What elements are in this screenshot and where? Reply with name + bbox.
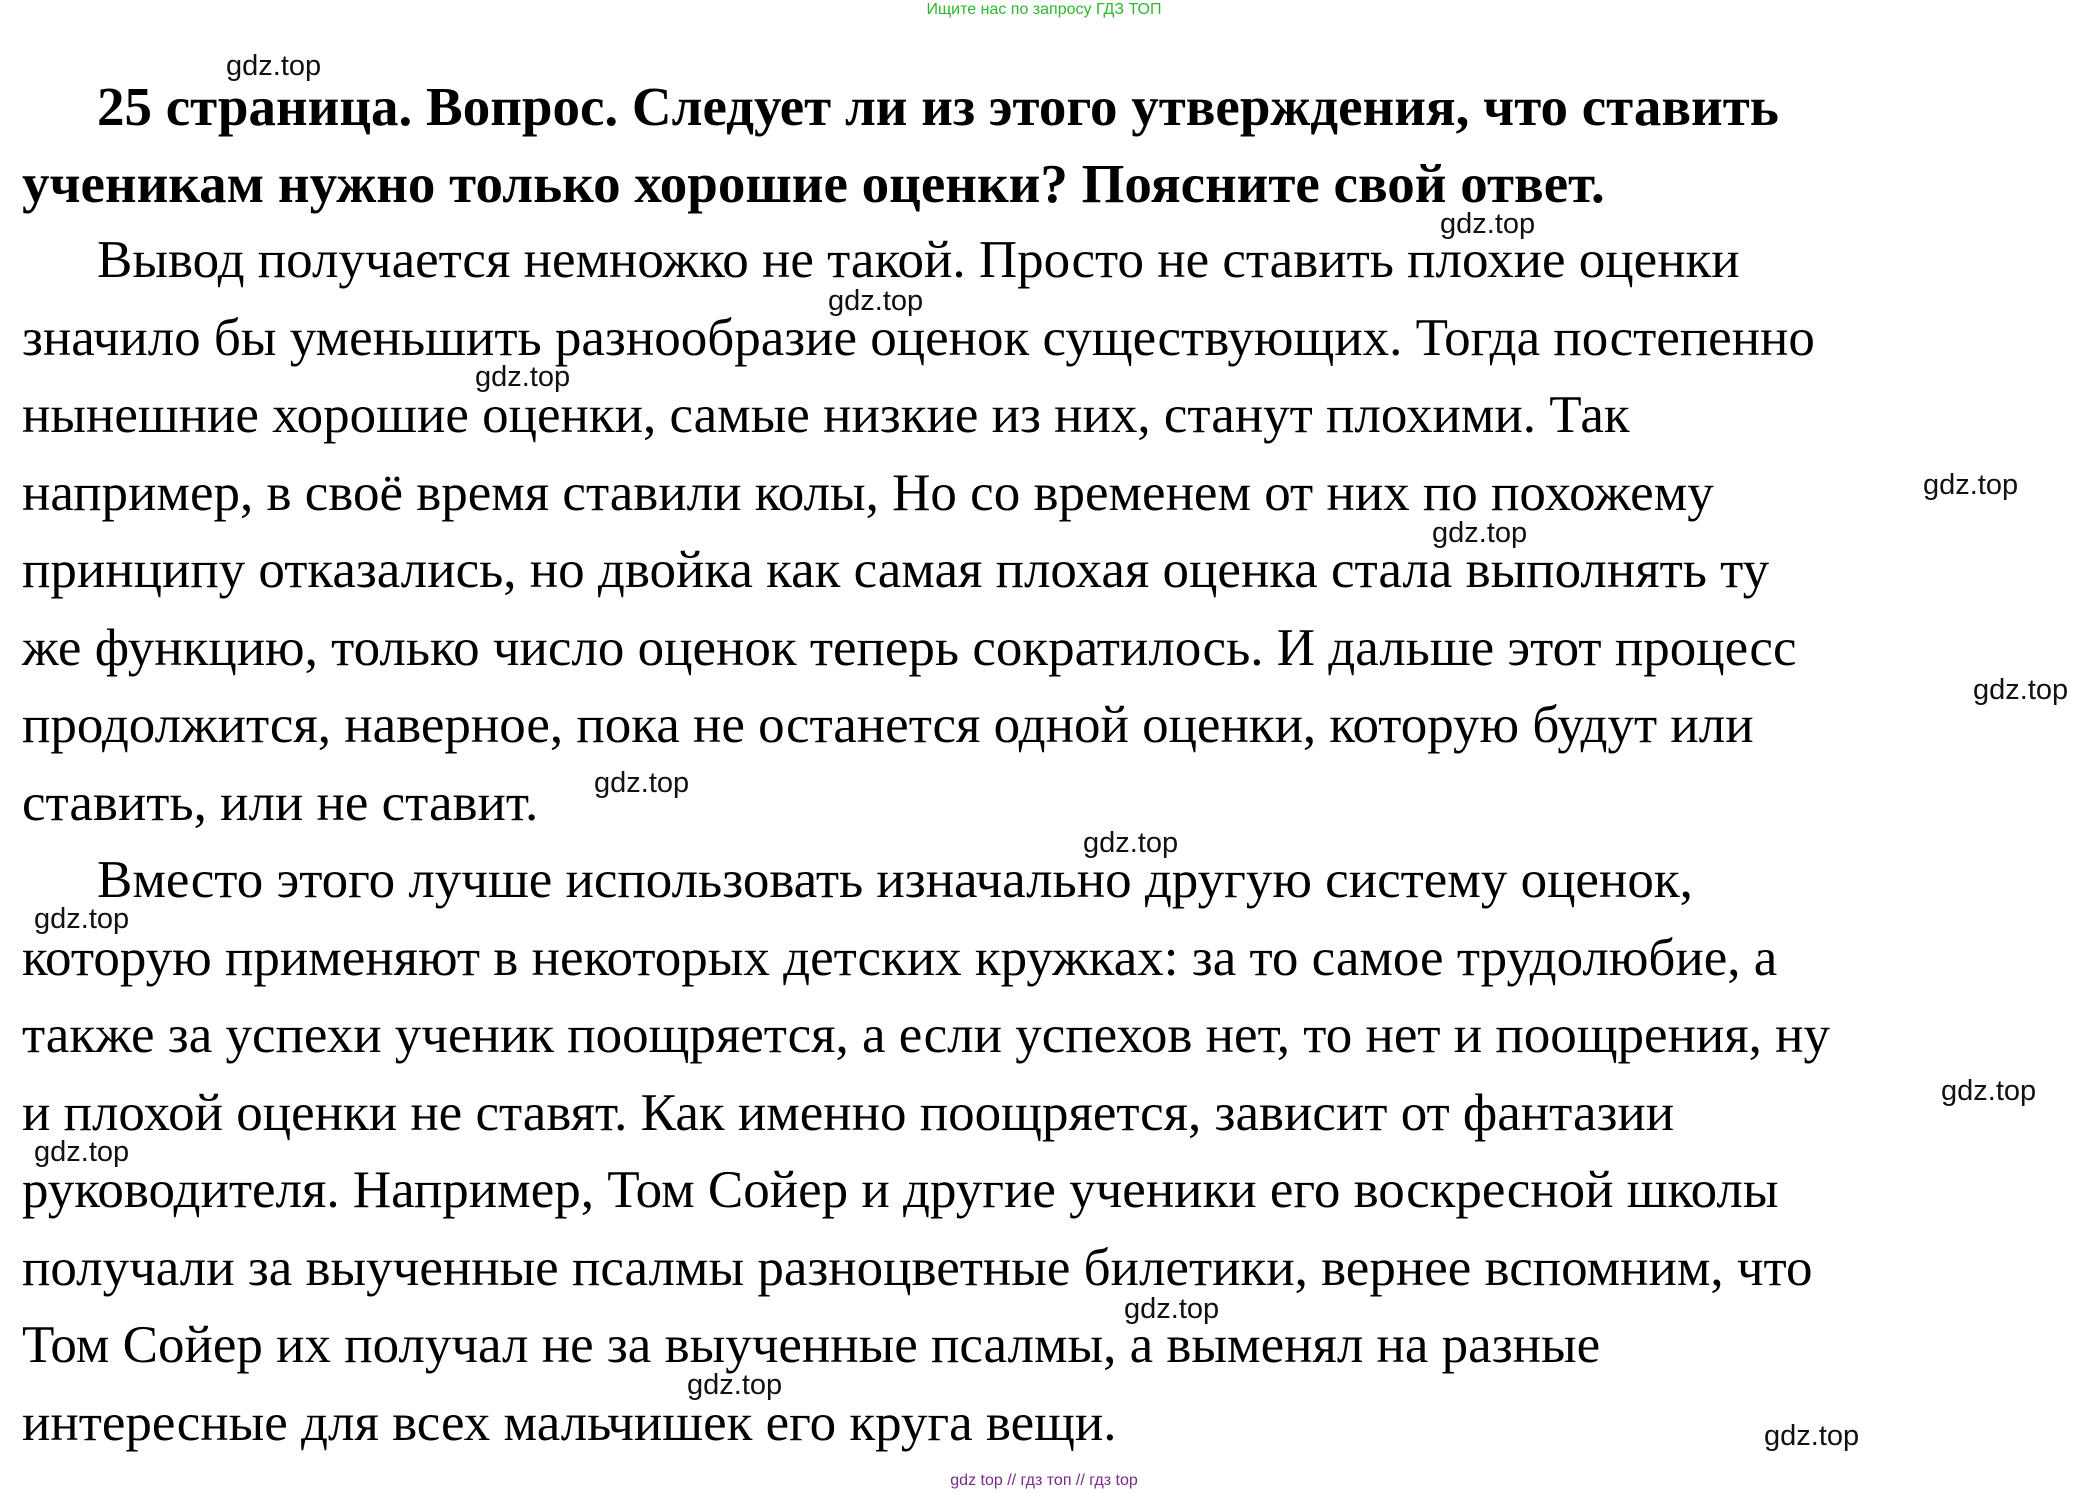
- text-line: интересные для всех мальчишек его круга вещи.: [22, 1393, 1117, 1452]
- question-title: [22, 68, 2062, 222]
- text-line: руководителя. Например, Том Сойер и другие ученики его воскресной школы: [22, 1161, 1779, 1219]
- text-line: значило бы уменьшить разнообразие оценок существующих. Тогда постепенно: [22, 308, 1815, 367]
- watermark: gdz.top: [594, 767, 690, 799]
- bottom-banner: gdz top // гдз топ // гдз top: [950, 1472, 1138, 1489]
- watermark: gdz.top: [1083, 827, 1179, 859]
- watermark: gdz.top: [1973, 674, 2069, 706]
- title-line: ученикам нужно только хорошие оценки? Поясните свой ответ.: [22, 153, 1605, 214]
- text-line: принципу отказались, но двойка как самая плохая оценка стала выполнять ту: [22, 541, 1770, 599]
- text-line: же функцию, только число оценок теперь сократилось. И дальше этот процесс: [22, 618, 1797, 677]
- answer-paragraph-2: [22, 842, 1830, 1462]
- text-line: получали за выученные псалмы разноцветные билетики, вернее вспомним, что: [22, 1238, 1813, 1297]
- text-line: которую применяют в некоторых детских кружках: за то самое трудолюбие, а: [22, 928, 1778, 987]
- watermark: gdz.top: [34, 1136, 130, 1168]
- text-line: и плохой оценки не ставят. Как именно поощряется, зависит от фантазии: [22, 1083, 1675, 1142]
- watermark: gdz.top: [226, 50, 322, 82]
- watermark: gdz.top: [475, 361, 571, 393]
- watermark: gdz.top: [1432, 517, 1528, 549]
- text-line: продолжится, наверное, пока не останется одной оценки, которую будут или: [22, 696, 1754, 754]
- text-line: Вместо этого лучше использовать изначально другую систему оценок,: [97, 851, 1693, 909]
- text-line: Вывод получается немножко не такой. Просто не ставить плохие оценки: [97, 231, 1740, 289]
- watermark: gdz.top: [1923, 469, 2019, 501]
- watermark: gdz.top: [1440, 208, 1536, 240]
- watermark: gdz.top: [34, 903, 130, 935]
- text-line: например, в своё время ставили колы, Но со временем от них по похожему: [22, 463, 1714, 522]
- text-line: нынешние хорошие оценки, самые низкие из них, станут плохими. Так: [22, 386, 1630, 444]
- text-line: также за успехи ученик поощряется, а если успехов нет, то нет и поощрения, ну: [22, 1006, 1831, 1064]
- watermark: gdz.top: [1941, 1075, 2037, 1107]
- text-line: Том Сойер их получал не за выученные псалмы, а выменял на разные: [22, 1316, 1601, 1374]
- watermark: gdz.top: [687, 1369, 783, 1401]
- watermark: gdz.top: [1124, 1293, 1220, 1325]
- top-banner: Ищите нас по запросу ГДЗ ТОП: [926, 1, 1162, 18]
- title-line: 25 страница. Вопрос. Следует ли из этого утверждения, что ставить: [97, 76, 1779, 137]
- watermark: gdz.top: [1764, 1420, 1860, 1452]
- text-line: ставить, или не ставит.: [22, 773, 539, 832]
- watermark: gdz.top: [828, 285, 924, 317]
